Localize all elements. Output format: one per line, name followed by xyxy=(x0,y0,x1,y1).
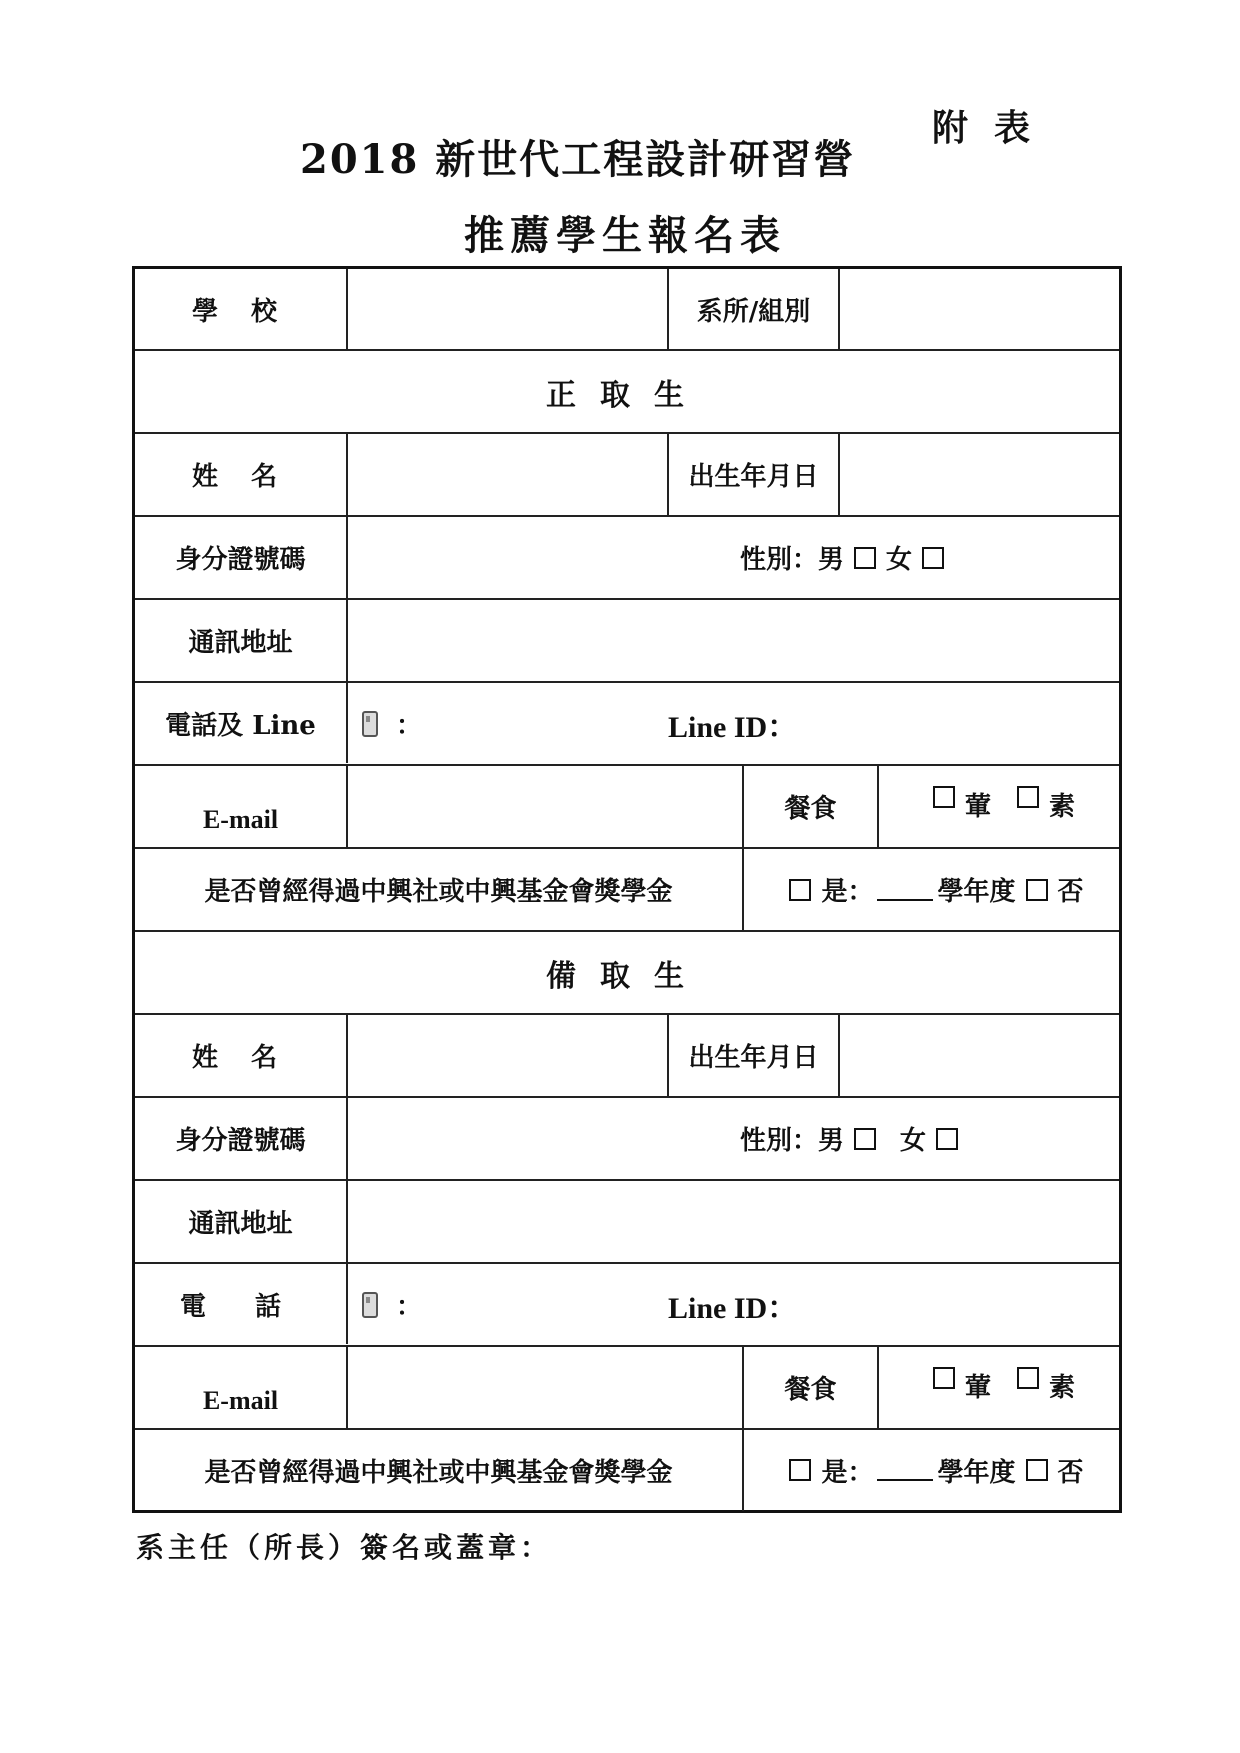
primary-id-label: 身分證號碼 xyxy=(175,545,306,575)
primary-meat-label: 葷 xyxy=(964,792,991,822)
primary-scholarship-field xyxy=(744,849,1119,930)
primary-email-label: E-mail xyxy=(202,805,279,834)
backup-birth-label: 出生年月日 xyxy=(688,1043,819,1073)
primary-scholarship-yes-checkbox[interactable] xyxy=(789,879,811,901)
dept-input[interactable] xyxy=(840,269,1119,349)
backup-female-checkbox[interactable] xyxy=(936,1128,958,1150)
backup-phone-colon: ： xyxy=(396,1292,423,1322)
school-label: 學 校 xyxy=(191,296,290,327)
page-subtitle: 推薦學生報名表 xyxy=(464,212,786,259)
registration-form xyxy=(132,266,1122,1513)
primary-gender-field xyxy=(348,517,1119,598)
backup-phone-field[interactable] xyxy=(348,1264,1119,1345)
signature-label: 系主任（所長）簽名或蓋章： xyxy=(136,1531,553,1564)
backup-veg-checkbox[interactable] xyxy=(1017,1367,1039,1389)
backup-scholarship-yes-checkbox[interactable] xyxy=(789,1459,811,1481)
primary-male-checkbox[interactable] xyxy=(854,547,876,569)
backup-year-label: 學年度 xyxy=(937,1457,1016,1488)
backup-meat-checkbox[interactable] xyxy=(933,1367,955,1389)
backup-address-input[interactable] xyxy=(348,1181,1119,1262)
backup-section-title: 備取生 xyxy=(546,958,708,994)
backup-line-id-label: Line ID： xyxy=(668,1291,798,1325)
backup-email-label: E-mail xyxy=(202,1386,279,1415)
primary-gender-label: 性別：男 xyxy=(740,545,845,575)
backup-scholarship-field xyxy=(744,1430,1119,1510)
backup-no-label: 否 xyxy=(1057,1457,1084,1488)
primary-phone-colon: ： xyxy=(396,711,423,741)
backup-female-label: 女 xyxy=(900,1126,927,1156)
primary-line-id-label: Line ID： xyxy=(668,710,798,744)
backup-birth-input[interactable] xyxy=(840,1015,1119,1096)
primary-female-checkbox[interactable] xyxy=(922,547,944,569)
primary-meat-checkbox[interactable] xyxy=(933,786,955,808)
school-input[interactable] xyxy=(348,269,667,349)
backup-year-blank[interactable] xyxy=(877,1459,933,1481)
backup-address-label: 通訊地址 xyxy=(188,1209,293,1239)
backup-meal-field xyxy=(879,1347,1119,1428)
primary-email-input[interactable] xyxy=(348,766,742,847)
mobile-phone-icon xyxy=(362,711,378,737)
primary-veg-label: 素 xyxy=(1049,792,1076,822)
primary-phone-label xyxy=(135,683,346,764)
primary-phone-label-text: 電話及 Line xyxy=(165,711,316,741)
backup-meat-label: 葷 xyxy=(964,1373,991,1403)
primary-no-label: 否 xyxy=(1057,877,1084,907)
mobile-phone-icon xyxy=(362,1292,378,1318)
primary-section-title: 正取生 xyxy=(546,377,708,413)
backup-veg-label: 素 xyxy=(1049,1373,1076,1403)
backup-gender-field xyxy=(348,1098,1119,1179)
primary-scholarship-question: 是否曾經得過中興社或中興基金會獎學金 xyxy=(204,877,673,907)
backup-id-label: 身分證號碼 xyxy=(175,1126,306,1156)
dept-label: 系所/組別 xyxy=(696,296,811,327)
backup-male-checkbox[interactable] xyxy=(854,1128,876,1150)
primary-address-label: 通訊地址 xyxy=(188,628,293,658)
primary-birth-label: 出生年月日 xyxy=(688,462,819,492)
appendix-label: 附表 xyxy=(932,107,1057,149)
primary-veg-checkbox[interactable] xyxy=(1017,786,1039,808)
backup-yes-label: 是： xyxy=(821,1457,874,1488)
backup-name-input[interactable] xyxy=(348,1015,667,1096)
backup-gender-label: 性別：男 xyxy=(740,1126,845,1156)
page-title: 2018 新世代工程設計研習營 xyxy=(300,136,856,183)
primary-year-blank[interactable] xyxy=(877,879,933,901)
primary-name-input[interactable] xyxy=(348,434,667,515)
primary-year-label: 學年度 xyxy=(937,877,1016,907)
primary-yes-label: 是： xyxy=(821,877,874,907)
primary-meal-label: 餐食 xyxy=(784,794,837,824)
backup-scholarship-question: 是否曾經得過中興社或中興基金會獎學金 xyxy=(204,1457,673,1488)
backup-scholarship-no-checkbox[interactable] xyxy=(1026,1459,1048,1481)
backup-email-input[interactable] xyxy=(348,1347,742,1428)
primary-address-input[interactable] xyxy=(348,600,1119,681)
primary-scholarship-no-checkbox[interactable] xyxy=(1026,879,1048,901)
primary-meal-field xyxy=(879,766,1119,847)
backup-meal-label: 餐食 xyxy=(784,1375,837,1405)
primary-female-label: 女 xyxy=(886,545,913,575)
primary-birth-input[interactable] xyxy=(840,434,1119,515)
backup-phone-label: 電 話 xyxy=(179,1292,302,1322)
backup-name-label: 姓 名 xyxy=(191,1043,290,1073)
primary-phone-field[interactable] xyxy=(348,683,1119,764)
primary-name-label: 姓 名 xyxy=(191,462,290,492)
